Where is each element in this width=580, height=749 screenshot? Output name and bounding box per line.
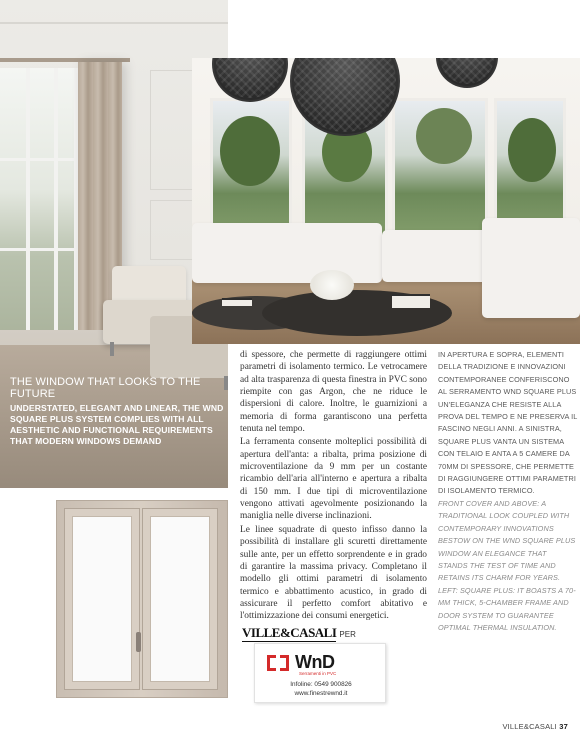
window-sash-right xyxy=(142,508,218,690)
per-label: PER xyxy=(339,630,356,639)
footer-magazine: VILLE&CASALI xyxy=(502,722,557,731)
wnd-tagline: Serramenti in PVC xyxy=(299,671,337,676)
pendant-lamp xyxy=(212,58,288,102)
sponsor-advert xyxy=(242,625,412,703)
books xyxy=(392,294,430,308)
ceiling-molding xyxy=(0,22,228,24)
paragraph: di spessore, che permette di raggiungere ottimi parametri di isolamento termico. Le vetrocamere ad alta trasparenza di questa finestra in PVC sono riempite con gas Argon, che ne riduce le dispersioni di calore. Inoltre, le guarnizioni a memoria di forma garantiscono una perfetta tenuta nel tempo. xyxy=(240,350,427,435)
tree xyxy=(416,108,472,164)
flower-vase xyxy=(310,270,354,300)
living-room-photo xyxy=(192,58,580,344)
caption-subtitle: UNDERSTATED, ELEGANT AND LINEAR, THE WND SQUARE PLUS SYSTEM COMPLIES WITH ALL AESTHETIC AND FUNCTIONAL REQUIREMENTS THAT MODERN WINDOWS DEMAND xyxy=(10,403,224,446)
window-handle xyxy=(136,632,141,652)
page-number: 37 xyxy=(559,722,568,731)
page-footer xyxy=(502,722,568,731)
wnd-logo-icon xyxy=(267,655,289,671)
caption-english: FRONT COVER AND ABOVE: A TRADITIONAL LOOK COUPLED WITH CONTEMPORARY INNOVATIONS BESTOW ON THE WND SQUARE PLUS WINDOW AN ELEGANCE THAT STANDS THE TEST OF TIME AND RETAINS ITS CHARM FOR YEARS. LEFT: SQUARE PLUS: IT BOASTS A 70-MM THICK, 5-CHAMBER FRAME AND DOOR SYSTEM TO GUARANTEE OPTIMAL THERMAL INSULATION. xyxy=(438,498,576,632)
sofa xyxy=(482,218,580,318)
caption-title: THE WINDOW THAT LOOKS TO THE FUTURE xyxy=(10,376,201,400)
infoline: Infoline: 0549 900826 xyxy=(290,681,352,688)
tree xyxy=(220,116,280,186)
sofa xyxy=(192,223,382,283)
magazine-logo: VILLE&CASALI xyxy=(242,625,337,640)
tree xyxy=(508,118,556,182)
photo-caption-english xyxy=(10,376,225,447)
pendant-lamp xyxy=(436,58,498,88)
books xyxy=(222,298,252,306)
wnd-ad-box[interactable] xyxy=(254,643,386,703)
caption-italian: IN APERTURA E SOPRA, ELEMENTI DELLA TRADIZIONE E INNOVAZIONI CONTEMPORANEE CONFERISCONO AL SERRAMENTO WND SQUARE PLUS UN'ELEGANZA CHE RESISTE ALLA PROVA DEL TEMPO E NE PRESERVA IL FASCINO NEGLI ANNI. A SINISTRA, SQUARE PLUS VANTA UN SISTEMA CON TELAIO E ANTA A 5 CAMERE DA 70MM DI SPESSORE, CHE PERMETTE DI RAGGIUNGERE OTTIMI PARAMETRI DI ISOLAMENTO TERMICO. xyxy=(438,350,578,496)
website-link[interactable]: www.finestrewnd.it xyxy=(294,690,348,697)
window-product-image xyxy=(56,500,228,698)
photo-captions xyxy=(438,349,578,634)
wnd-brand: WnD xyxy=(295,652,335,672)
paragraph: La ferramenta consente molteplici possibilità di apertura dell'anta: a ribalta, prima posizione di microventilazione da 9 mm per un costante ricambio dell'aria all'interno e apertura a ribalta di 150 mm. I due tipi di microventilazione vengono attivati agevolmente posizionando la maniglia nelle diverse inclinazioni. xyxy=(240,437,427,522)
tall-window xyxy=(0,68,78,338)
window-sash-left xyxy=(64,508,140,690)
article-body xyxy=(240,349,427,624)
paragraph: Le linee squadrate di questo infisso danno la possibilità di installare gli scuretti direttamente sulle ante, per un effetto sorprendente e in grado di garantire la massima privacy. Completano il modello gli ottimi parametri di isolamento termico e abbattimento acustico, in grado di assicurare il perfetto comfort abitativo e l'ottimizzazione dei consumi energetici. xyxy=(240,524,427,622)
